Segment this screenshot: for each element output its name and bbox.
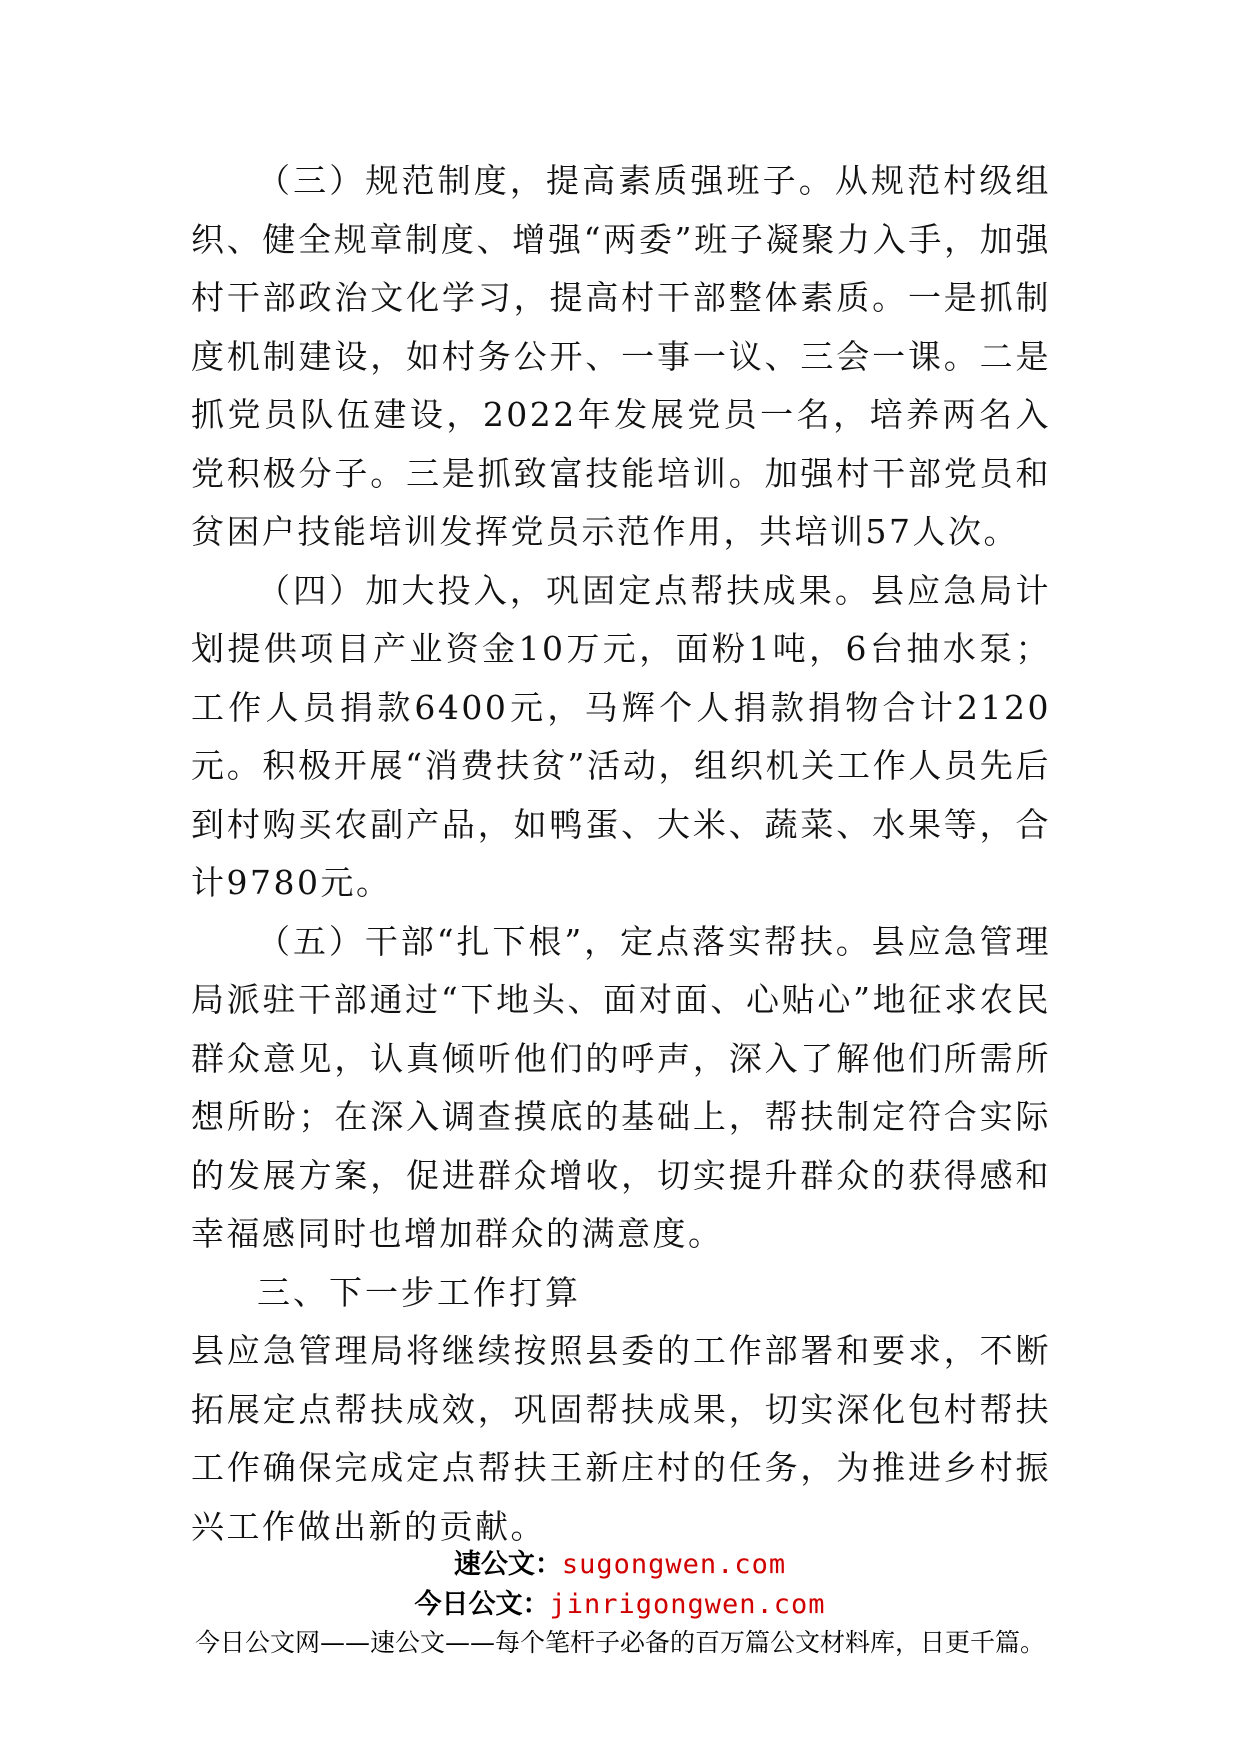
- footer-sugongwen-label: 速公文：: [453, 1549, 562, 1580]
- section-heading: 三、下一步工作打算: [257, 1272, 581, 1312]
- footer-slogan: 今日公文网——速公文——每个笔杆子必备的百万篇公文材料库，日更千篇。: [194, 1628, 1045, 1657]
- paragraph-section-5: （五）干部“扎下根”，定点落实帮扶。县应急管理局派驻干部通过“下地头、面对面、心贴心”地征求农民群众意见，认真倾听他们的呼声，深入了解他们所需所想所盼；在深入调查摸底的基础上，帮扶制定符合实际的发展方案，促进群众增收，切实提升群众的获得感和幸福感同时也增加群众的满意度。: [191, 921, 1051, 1253]
- footer-sugongwen: [0, 1542, 1240, 1581]
- closing-paragraph: 县应急管理局将继续按照县委的工作部署和要求，不断拓展定点帮扶成效，巩固帮扶成果，切实深化包村帮扶工作确保完成定点帮扶王新庄村的任务，为推进乡村振兴工作做出新的贡献。: [191, 1331, 1051, 1546]
- footer-sugongwen-link[interactable]: sugongwen.com: [561, 1549, 787, 1580]
- paragraph-section-3: （三）规范制度，提高素质强班子。从规范村级组织、健全规章制度、增强“两委”班子凝聚力入手，加强村干部政治文化学习，提高村干部整体素质。一是抓制度机制建设，如村务公开、一事一议、三会一课。二是抓党员队伍建设，2022年发展党员一名，培养两名入党积极分子。三是抓致富技能培训。加强村干部党员和贫困户技能培训发挥党员示范作用，共培训57人次。: [191, 161, 1051, 551]
- footer-jinrigongwen-link[interactable]: jinrigongwen.com: [549, 1589, 826, 1620]
- document-body: [191, 152, 1051, 1556]
- footer-jinrigongwen: [0, 1582, 1240, 1621]
- footer-jinrigongwen-label: 今日公文：: [414, 1589, 550, 1620]
- paragraph-section-4: （四）加大投入，巩固定点帮扶成果。县应急局计划提供项目产业资金10万元，面粉1吨，6台抽水泵；工作人员捐款6400元，马辉个人捐款捐物合计2120元。积极开展“消费扶贫”活动，组织机关工作人员先后到村购买农副产品，如鸭蛋、大米、蔬菜、水果等，合计9780元。: [191, 570, 1051, 902]
